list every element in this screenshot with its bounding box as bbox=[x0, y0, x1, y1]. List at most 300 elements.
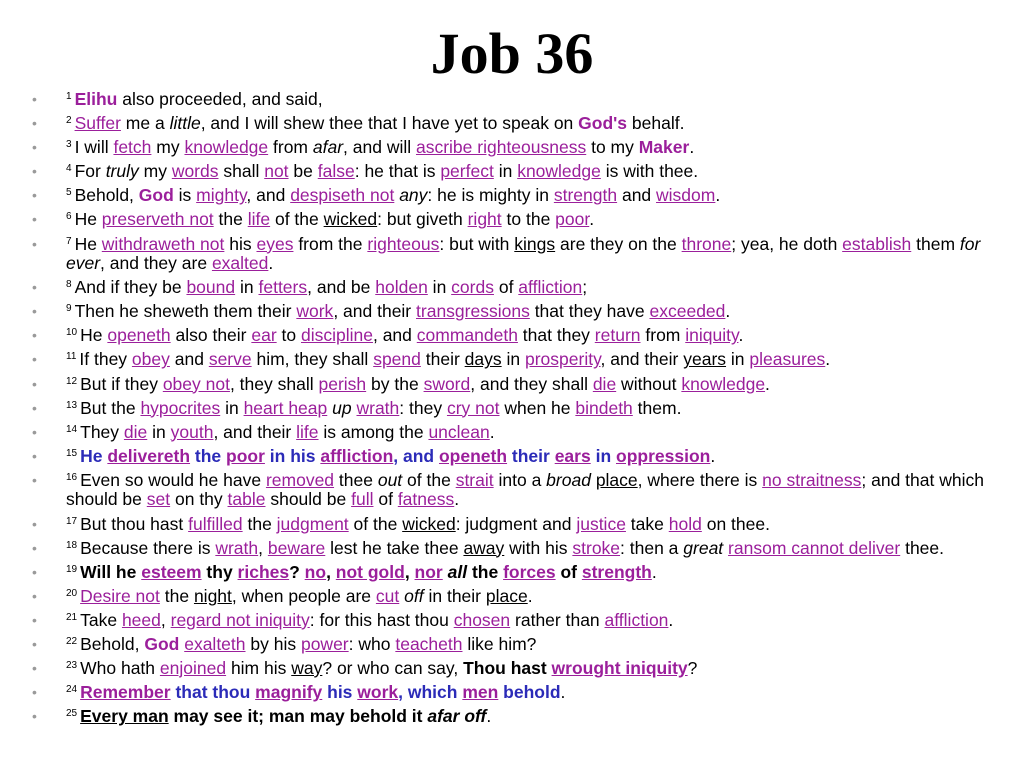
verse-text: is with thee. bbox=[600, 161, 699, 182]
verse-text: also proceeded, and said, bbox=[117, 89, 323, 109]
verse-text: , and be bbox=[307, 277, 376, 298]
verse-text: ? bbox=[687, 658, 698, 679]
keyword-link[interactable]: Remember bbox=[80, 682, 171, 703]
verse-text: . bbox=[738, 325, 744, 346]
verse-text: thy bbox=[201, 561, 238, 582]
verse-number: 12 bbox=[66, 375, 78, 387]
verse-text: also their bbox=[170, 325, 252, 346]
keyword-link[interactable]: commandeth bbox=[416, 325, 518, 346]
verse-text: afar bbox=[312, 137, 344, 158]
keyword-link[interactable]: knowledge bbox=[517, 161, 601, 182]
keyword-link[interactable]: table bbox=[227, 489, 266, 510]
verse-text: Then he sheweth them their bbox=[74, 301, 297, 322]
keyword-link[interactable]: unclean bbox=[428, 421, 490, 442]
verse-text: God bbox=[144, 633, 180, 654]
verse-text: behold bbox=[498, 682, 561, 703]
verse-text: rather than bbox=[510, 609, 605, 630]
verse-text: the bbox=[467, 561, 504, 582]
verse-text: , where there is bbox=[637, 469, 763, 490]
verse-item bbox=[66, 210, 984, 230]
keyword-link[interactable]: bindeth bbox=[575, 397, 633, 418]
verse-text: to my bbox=[586, 137, 639, 158]
verse-text: and bbox=[617, 185, 657, 206]
verse-text: He bbox=[80, 325, 108, 346]
keyword-link[interactable]: sword bbox=[423, 373, 471, 394]
verse-text: But the bbox=[80, 397, 141, 418]
keyword-link[interactable]: esteem bbox=[141, 561, 202, 582]
verse-text: Thou hast bbox=[463, 658, 552, 679]
verse-text: him, they shall bbox=[251, 349, 374, 370]
verse-text: . bbox=[454, 489, 460, 510]
keyword-link[interactable]: holden bbox=[375, 277, 428, 298]
verse-text: . bbox=[725, 301, 731, 322]
keyword-link[interactable]: nor bbox=[414, 561, 443, 582]
verse-text: Maker bbox=[638, 137, 690, 158]
verse-text: from bbox=[268, 137, 313, 158]
verse-number: 22 bbox=[66, 635, 78, 647]
verse-number: 16 bbox=[66, 471, 78, 483]
verse-text: the bbox=[213, 209, 248, 230]
verse-text: the bbox=[242, 513, 277, 534]
verse-text: . bbox=[715, 185, 721, 206]
verse-item bbox=[66, 447, 984, 467]
keyword-link[interactable]: oppression bbox=[616, 445, 711, 466]
keyword-link[interactable]: wrought iniquity bbox=[551, 658, 688, 679]
keyword-link[interactable]: exceeded bbox=[649, 301, 726, 322]
keyword-link[interactable]: fetters bbox=[258, 277, 308, 298]
keyword-link[interactable]: spend bbox=[373, 349, 421, 370]
verse-text: be bbox=[288, 161, 318, 182]
keyword-link[interactable]: chosen bbox=[453, 609, 511, 630]
verse-item bbox=[66, 515, 984, 535]
keyword-link[interactable]: hypocrites bbox=[140, 397, 221, 418]
keyword-link[interactable]: poor bbox=[226, 445, 265, 466]
verse-number: 20 bbox=[66, 587, 78, 599]
keyword-link[interactable]: life bbox=[247, 209, 271, 230]
verse-text: . bbox=[651, 561, 657, 582]
verse-text: way bbox=[291, 658, 323, 679]
verse-text: great bbox=[683, 537, 724, 558]
verse-item bbox=[66, 162, 984, 182]
verse-text: . bbox=[825, 349, 831, 370]
verse-item bbox=[66, 350, 984, 370]
keyword-link[interactable]: pleasures bbox=[749, 349, 826, 370]
verse-number: 19 bbox=[66, 563, 78, 575]
keyword-link[interactable]: prosperity bbox=[524, 349, 601, 370]
keyword-link[interactable]: enjoined bbox=[159, 658, 227, 679]
verse-text: , and I will shew thee that I have yet to speak on bbox=[200, 113, 579, 134]
keyword-link[interactable]: fetch bbox=[113, 137, 152, 158]
verse-number: 21 bbox=[66, 611, 78, 623]
verse-text: : judgment and bbox=[455, 513, 577, 534]
keyword-link[interactable]: magnify bbox=[255, 682, 323, 703]
verse-text: ? or who can say, bbox=[322, 658, 464, 679]
keyword-link[interactable]: men bbox=[462, 682, 499, 703]
verse-number: 17 bbox=[66, 515, 78, 527]
verse-text: to bbox=[276, 325, 301, 346]
verse-text: , when people are bbox=[231, 585, 376, 606]
keyword-link[interactable]: beware bbox=[267, 537, 326, 558]
verse-item bbox=[66, 278, 984, 298]
keyword-link[interactable]: life bbox=[296, 421, 319, 442]
verse-text: Even so would he have bbox=[80, 469, 266, 490]
verse-text: from bbox=[640, 325, 686, 346]
verse-text: , bbox=[258, 537, 268, 558]
verse-item bbox=[66, 707, 984, 727]
verse-text: with his bbox=[504, 537, 573, 558]
keyword-link[interactable]: ears bbox=[554, 445, 591, 466]
keyword-link[interactable]: cry not bbox=[446, 397, 500, 418]
verse-text: Who hath bbox=[80, 658, 160, 679]
keyword-link[interactable]: preserveth not bbox=[101, 209, 214, 230]
keyword-link[interactable]: stroke bbox=[572, 537, 621, 558]
verse-text: , and will bbox=[343, 137, 416, 158]
verse-text: of bbox=[493, 277, 519, 298]
verse-text: that thou bbox=[170, 682, 256, 703]
keyword-link[interactable]: righteous bbox=[367, 233, 440, 254]
verse-item bbox=[66, 563, 984, 583]
keyword-link[interactable]: riches bbox=[237, 561, 290, 582]
keyword-link[interactable]: ear bbox=[251, 325, 277, 346]
verse-text: Behold, bbox=[80, 633, 145, 654]
verse-text: , bbox=[326, 561, 336, 582]
verse-text: broad bbox=[546, 469, 591, 490]
verse-item bbox=[66, 471, 984, 510]
verse-text: But thou hast bbox=[80, 513, 189, 534]
keyword-link[interactable]: regard not iniquity bbox=[170, 609, 310, 630]
verse-text: place bbox=[595, 469, 638, 490]
keyword-link[interactable]: perish bbox=[318, 373, 367, 394]
keyword-link[interactable]: fatness bbox=[397, 489, 455, 510]
verse-text: on thee. bbox=[701, 513, 770, 534]
verse-item bbox=[66, 635, 984, 655]
verse-text: to the bbox=[501, 209, 556, 230]
verse-text: are they on the bbox=[555, 233, 682, 254]
verse-text: should be bbox=[265, 489, 352, 510]
verse-text: : for this hast thou bbox=[309, 609, 454, 630]
verse-number: 9 bbox=[66, 303, 72, 315]
keyword-link[interactable]: hold bbox=[668, 513, 702, 534]
keyword-link[interactable]: words bbox=[171, 161, 219, 182]
verse-text: in their bbox=[423, 585, 486, 606]
verse-number: 15 bbox=[66, 447, 78, 459]
keyword-link[interactable]: strength bbox=[581, 561, 652, 582]
verse-text: in bbox=[493, 161, 518, 182]
verse-text: him his bbox=[226, 658, 292, 679]
verse-text: all bbox=[447, 561, 468, 582]
verse-text: into a bbox=[493, 469, 547, 490]
verse-text: , they shall bbox=[229, 373, 319, 394]
verse-text: take bbox=[625, 513, 669, 534]
verse-text: Elihu bbox=[74, 89, 118, 109]
verse-text: place bbox=[485, 585, 528, 606]
keyword-link[interactable]: forces bbox=[503, 561, 556, 582]
verse-text: God bbox=[138, 185, 174, 206]
verse-text: may see it; man may behold it bbox=[168, 706, 428, 727]
verse-text: And if they be bbox=[74, 277, 187, 298]
verse-text: : he that is bbox=[354, 161, 441, 182]
verse-text: in his bbox=[264, 445, 321, 466]
verse-item bbox=[66, 114, 984, 134]
verse-text: in bbox=[427, 277, 452, 298]
verse-item bbox=[66, 90, 984, 110]
verse-text: Take bbox=[80, 609, 122, 630]
keyword-link[interactable]: wisdom bbox=[656, 185, 716, 206]
keyword-link[interactable]: cords bbox=[451, 277, 494, 298]
verse-number: 14 bbox=[66, 423, 78, 435]
verse-text: ; bbox=[582, 277, 588, 298]
keyword-link[interactable]: strait bbox=[455, 469, 494, 490]
keyword-link[interactable]: judgment bbox=[276, 513, 349, 534]
verse-text: . bbox=[486, 706, 492, 727]
keyword-link[interactable]: perfect bbox=[440, 161, 494, 182]
keyword-link[interactable]: ransom cannot deliver bbox=[728, 537, 901, 558]
verse-text: . bbox=[710, 445, 716, 466]
verse-text: the bbox=[159, 585, 194, 606]
verse-number: 1 bbox=[66, 91, 72, 102]
verse-item bbox=[66, 611, 984, 631]
keyword-link[interactable]: obey bbox=[131, 349, 170, 370]
verse-text: up bbox=[332, 397, 352, 418]
verse-text: Will he bbox=[80, 561, 142, 582]
keyword-link[interactable]: affliction bbox=[604, 609, 669, 630]
verse-text: , and their bbox=[333, 301, 417, 322]
keyword-link[interactable]: no bbox=[304, 561, 327, 582]
verse-text: , and their bbox=[213, 421, 297, 442]
verse-number: 4 bbox=[66, 163, 72, 175]
keyword-link[interactable]: wrath bbox=[215, 537, 259, 558]
verse-number: 18 bbox=[66, 539, 78, 551]
keyword-link[interactable]: affliction bbox=[518, 277, 583, 298]
keyword-link[interactable]: heed bbox=[121, 609, 161, 630]
verse-text: of the bbox=[270, 209, 324, 230]
verse-text: If they bbox=[79, 349, 132, 370]
verse-text: by his bbox=[245, 633, 301, 654]
keyword-link[interactable]: wrath bbox=[356, 397, 400, 418]
verse-text: on thy bbox=[170, 489, 228, 510]
verse-text: : then a bbox=[620, 537, 684, 558]
verse-text: in bbox=[220, 397, 244, 418]
verse-text: Behold, bbox=[74, 185, 139, 206]
keyword-link[interactable]: Suffer bbox=[74, 113, 121, 134]
keyword-link[interactable]: mighty bbox=[196, 185, 247, 206]
keyword-link[interactable]: removed bbox=[265, 469, 335, 490]
verse-text: For bbox=[74, 161, 106, 182]
verse-text: . bbox=[527, 585, 533, 606]
verse-text: , bbox=[404, 561, 415, 582]
verse-text: : but with bbox=[439, 233, 515, 254]
verse-text: , and bbox=[372, 325, 417, 346]
verse-number: 5 bbox=[66, 187, 72, 199]
keyword-link[interactable]: power bbox=[300, 633, 349, 654]
verse-item bbox=[66, 399, 984, 419]
keyword-link[interactable]: no straitness bbox=[762, 469, 862, 490]
verse-text: in bbox=[235, 277, 259, 298]
keyword-link[interactable]: cut bbox=[375, 585, 400, 606]
verse-text: , which bbox=[398, 682, 463, 703]
verse-text: . bbox=[268, 253, 274, 274]
verse-text: years bbox=[683, 349, 727, 370]
verse-text: lest he take thee bbox=[325, 537, 464, 558]
verse-text: But if they bbox=[80, 373, 163, 394]
verse-text: : but giveth bbox=[377, 209, 468, 230]
verse-text: of the bbox=[348, 513, 403, 534]
verse-text: , and their bbox=[600, 349, 684, 370]
verse-text: my bbox=[151, 137, 185, 158]
keyword-link[interactable]: bound bbox=[186, 277, 236, 298]
keyword-link[interactable]: exalteth bbox=[184, 633, 246, 654]
verse-text: . bbox=[560, 682, 566, 703]
verse-text: shall bbox=[218, 161, 265, 182]
keyword-link[interactable]: set bbox=[146, 489, 171, 510]
verse-text: kings bbox=[514, 233, 556, 254]
keyword-link[interactable]: strength bbox=[553, 185, 618, 206]
verse-text: . bbox=[765, 373, 770, 394]
keyword-link[interactable]: eyes bbox=[256, 233, 294, 254]
verse-text: off bbox=[404, 585, 424, 606]
verse-item bbox=[66, 375, 984, 395]
verse-text: of bbox=[555, 561, 582, 582]
keyword-link[interactable]: full bbox=[351, 489, 374, 510]
page-title: Job 36 bbox=[430, 21, 594, 86]
verse-text: my bbox=[138, 161, 172, 182]
verse-item bbox=[66, 683, 984, 703]
verse-text: from the bbox=[293, 233, 368, 254]
verse-text: like him? bbox=[462, 633, 537, 654]
verse-text: the bbox=[190, 445, 227, 466]
verse-item bbox=[66, 302, 984, 322]
keyword-link[interactable]: despiseth not bbox=[290, 185, 395, 206]
verse-text: for ever bbox=[66, 233, 981, 274]
verse-number: 6 bbox=[66, 211, 72, 223]
keyword-link[interactable]: false bbox=[317, 161, 355, 182]
verse-text: in bbox=[501, 349, 525, 370]
verse-text: ; yea, he doth bbox=[731, 233, 843, 254]
verse-text: , and they shall bbox=[470, 373, 593, 394]
verse-text: wicked bbox=[323, 209, 378, 230]
verse-text: in bbox=[590, 445, 616, 466]
keyword-link[interactable]: iniquity bbox=[685, 325, 739, 346]
verse-text: They bbox=[80, 421, 124, 442]
verse-item bbox=[66, 326, 984, 346]
verse-text: . bbox=[668, 609, 674, 630]
keyword-link[interactable]: teacheth bbox=[395, 633, 463, 654]
keyword-link[interactable]: work bbox=[357, 682, 399, 703]
verse-text: that they have bbox=[529, 301, 650, 322]
keyword-link[interactable]: youth bbox=[170, 421, 214, 442]
verse-text: wicked bbox=[402, 513, 456, 534]
verse-text: , and bbox=[393, 445, 439, 466]
verse-text: , bbox=[160, 609, 171, 630]
verse-text: by the bbox=[366, 373, 424, 394]
verse-text: : who bbox=[348, 633, 396, 654]
verse-text: truly bbox=[105, 161, 139, 182]
verse-text: : he is mighty in bbox=[427, 185, 554, 206]
keyword-link[interactable]: establish bbox=[842, 233, 912, 254]
verse-text: their bbox=[420, 349, 465, 370]
verse-text: . bbox=[689, 137, 695, 158]
keyword-link[interactable]: fulfilled bbox=[188, 513, 243, 534]
keyword-link[interactable]: withdraweth not bbox=[101, 233, 225, 254]
verse-text: night bbox=[193, 585, 232, 606]
verse-text: away bbox=[463, 537, 505, 558]
keyword-link[interactable]: openeth bbox=[107, 325, 171, 346]
keyword-link[interactable]: exalted bbox=[211, 253, 269, 274]
keyword-link[interactable]: poor bbox=[555, 209, 590, 230]
keyword-link[interactable]: openeth bbox=[438, 445, 508, 466]
verse-text: . bbox=[489, 421, 495, 442]
verse-item bbox=[66, 138, 984, 158]
verse-text: them. bbox=[632, 397, 682, 418]
keyword-link[interactable]: work bbox=[296, 301, 334, 322]
keyword-link[interactable]: obey not bbox=[162, 373, 230, 394]
keyword-link[interactable]: throne bbox=[681, 233, 732, 254]
verse-text: that they bbox=[517, 325, 595, 346]
verse-text: me a bbox=[120, 113, 170, 134]
verse-text: : they bbox=[399, 397, 447, 418]
keyword-link[interactable]: discipline bbox=[300, 325, 373, 346]
verse-text: ; and that which should be bbox=[66, 469, 984, 510]
keyword-link[interactable]: knowledge bbox=[184, 137, 269, 158]
keyword-link[interactable]: knowledge bbox=[681, 373, 766, 394]
verse-number: 25 bbox=[66, 708, 78, 720]
verse-item bbox=[66, 423, 984, 443]
verse-text: Because there is bbox=[80, 537, 216, 558]
keyword-link[interactable]: not gold bbox=[335, 561, 405, 582]
verse-number: 2 bbox=[66, 115, 72, 127]
verse-text: days bbox=[464, 349, 502, 370]
verse-text: his bbox=[322, 682, 358, 703]
verse-text: when he bbox=[499, 397, 576, 418]
verse-text: their bbox=[507, 445, 555, 466]
keyword-link[interactable]: Desire not bbox=[80, 585, 160, 606]
verse-list bbox=[0, 90, 1024, 727]
keyword-link[interactable]: not bbox=[264, 161, 289, 182]
verse-text: is among the bbox=[318, 421, 429, 442]
verse-item bbox=[66, 235, 984, 274]
keyword-link[interactable]: ascribe righteousness bbox=[415, 137, 587, 158]
keyword-link[interactable]: justice bbox=[576, 513, 626, 534]
keyword-link[interactable]: transgressions bbox=[416, 301, 530, 322]
verse-text: Every man bbox=[80, 706, 169, 727]
keyword-link[interactable]: delivereth bbox=[107, 445, 191, 466]
verse-text: in bbox=[726, 349, 750, 370]
verse-text: , and bbox=[246, 185, 291, 206]
keyword-link[interactable]: right bbox=[467, 209, 502, 230]
verse-text: is bbox=[173, 185, 197, 206]
keyword-link[interactable]: heart heap bbox=[243, 397, 328, 418]
verse-item bbox=[66, 539, 984, 559]
verse-number: 24 bbox=[66, 684, 78, 696]
verse-number: 13 bbox=[66, 399, 78, 411]
keyword-link[interactable]: die bbox=[123, 421, 148, 442]
verse-text: . bbox=[589, 209, 595, 230]
verse-text: little bbox=[169, 113, 201, 134]
verse-text: He bbox=[80, 445, 108, 466]
keyword-link[interactable]: serve bbox=[208, 349, 252, 370]
verse-text: in bbox=[147, 421, 171, 442]
verse-number: 8 bbox=[66, 279, 72, 291]
verse-text: and bbox=[169, 349, 209, 370]
verse-number: 11 bbox=[66, 351, 77, 363]
verse-text: behalf. bbox=[627, 113, 685, 134]
verse-text: of the bbox=[402, 469, 456, 490]
keyword-link[interactable]: return bbox=[594, 325, 641, 346]
keyword-link[interactable]: die bbox=[592, 373, 617, 394]
verse-number: 10 bbox=[66, 327, 78, 339]
keyword-link[interactable]: affliction bbox=[320, 445, 394, 466]
verse-text: thee. bbox=[900, 537, 945, 558]
